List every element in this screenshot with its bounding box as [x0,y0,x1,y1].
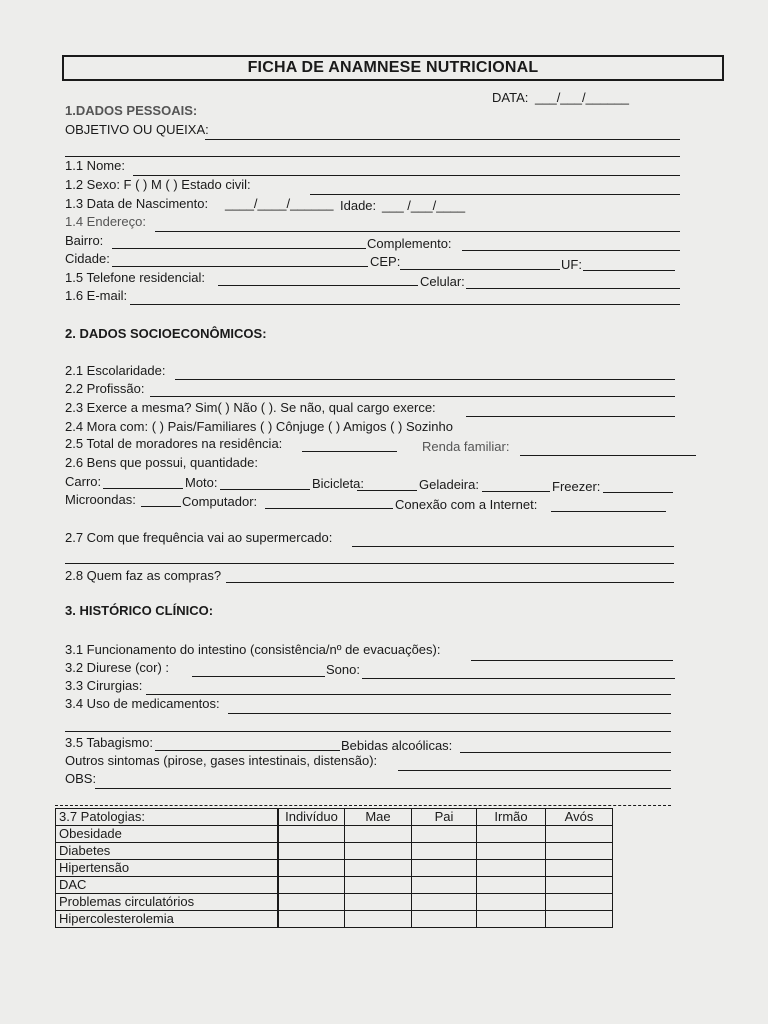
car-line[interactable] [103,488,183,489]
microwave-line[interactable] [141,506,181,507]
bowel-line[interactable] [471,660,673,661]
bowel-label: 3.1 Funcionamento do intestino (consistência/nº de evacuações): [65,642,441,657]
cell[interactable] [345,877,412,894]
moto-line[interactable] [220,489,310,490]
col-individual: Indivíduo [279,809,345,826]
medication-label: 3.4 Uso de medicamentos: [65,696,220,711]
phone-label: 1.5 Telefone residencial: [65,270,205,285]
cell[interactable] [279,860,345,877]
cell[interactable] [279,877,345,894]
profession-label: 2.2 Profissão: [65,381,145,396]
education-label: 2.1 Escolaridade: [65,363,166,378]
surgeries-line[interactable] [146,694,671,695]
smoking-label: 3.5 Tabagismo: [65,735,153,750]
cell[interactable] [412,877,477,894]
smoking-line[interactable] [155,750,340,751]
neighborhood-label: Bairro: [65,233,104,248]
email-label: 1.6 E-mail: [65,288,128,303]
cell[interactable] [546,826,613,843]
name-label: 1.1 Nome: [65,158,125,173]
lives-with-label: 2.4 Mora com: ( ) Pais/Familiares ( ) Cônjuge ( ) Amigos ( ) Sozinho [65,419,453,434]
row-hypertension: Hipertensão [56,860,278,877]
supermarket-line[interactable] [352,546,674,547]
cell[interactable] [477,826,546,843]
col-mother: Mae [345,809,412,826]
col-father: Pai [412,809,477,826]
cep-line[interactable] [400,269,560,270]
complement-label: Complemento: [367,236,452,251]
obs-label: OBS: [65,771,97,786]
phone-line[interactable] [218,285,418,286]
cell[interactable] [477,860,546,877]
cep-label: CEP: [370,254,401,269]
cell[interactable] [412,843,477,860]
education-line[interactable] [175,379,675,380]
form-title: FICHA DE ANAMNESE NUTRICIONAL [62,55,724,81]
col-grandparents: Avós [546,809,613,826]
supermarket-label: 2.7 Com que frequência vai ao supermercado: [65,530,333,545]
cell[interactable] [345,894,412,911]
cell[interactable] [345,911,412,928]
row-diabetes: Diabetes [56,843,278,860]
marital-line[interactable] [310,194,680,195]
shopping-line[interactable] [226,582,674,583]
date-field[interactable]: ___/___/______ [535,90,629,105]
sleep-label: Sono: [326,662,360,677]
table-header-row [56,809,613,826]
exercise-label: 2.3 Exerce a mesma? Sim( ) Não ( ). Se não, qual cargo exerce: [65,400,436,415]
objective-line[interactable] [205,139,680,140]
pathology-table [55,808,613,928]
cell[interactable] [546,843,613,860]
table-row [56,877,613,894]
section-clinical-heading: 3. HISTÓRICO CLÍNICO: [65,603,214,618]
internet-line[interactable] [551,511,666,512]
fridge-label: Geladeira: [419,477,479,492]
alcohol-label: Bebidas alcoólicas: [341,738,453,753]
diuresis-label: 3.2 Diurese (cor) : [65,660,170,675]
col-sibling: Irmão [477,809,546,826]
row-circulatory: Problemas circulatórios [56,894,278,911]
diuresis-line[interactable] [192,676,325,677]
city-line[interactable] [112,266,368,267]
microwave-label: Microondas: [65,492,136,507]
obs-line[interactable] [95,788,671,789]
section-personal-heading: 1.DADOS PESSOAIS: [65,103,198,118]
sex-label: 1.2 Sexo: F ( ) M ( ) Estado civil: [65,177,251,192]
table-row [56,843,613,860]
table-row [56,894,613,911]
birth-label: 1.3 Data de Nascimento: [65,196,209,211]
alcohol-line[interactable] [460,752,671,753]
car-label: Carro: [65,474,102,489]
name-line[interactable] [133,175,680,176]
birth-field[interactable]: ____/____/______ [225,196,334,211]
table-row [56,911,613,928]
complement-line[interactable] [462,250,680,251]
obs-line-2[interactable] [55,805,671,806]
neighborhood-line[interactable] [112,248,366,249]
mobile-label: Celular: [420,274,465,289]
cell[interactable] [477,911,546,928]
date-label: DATA: [492,90,529,105]
mobile-line[interactable] [466,288,680,289]
row-obesity: Obesidade [56,826,278,843]
cell[interactable] [546,877,613,894]
bike-line[interactable] [357,490,417,491]
income-label: Renda familiar: [422,439,510,454]
computer-line[interactable] [265,508,393,509]
cell[interactable] [477,843,546,860]
objective-label: OBJETIVO OU QUEIXA: [65,122,209,137]
cell[interactable] [477,877,546,894]
row-hypercholesterolemia: Hipercolesterolemia [56,911,278,928]
symptoms-label: Outros sintomas (pirose, gases intestinais, distensão): [65,753,378,768]
section-socioeconomic-heading: 2. DADOS SOCIOECONÔMICOS: [65,326,267,341]
objective-line-2[interactable] [65,156,680,157]
uf-label: UF: [561,257,582,272]
age-field[interactable]: ___ /___/____ [382,198,466,213]
city-label: Cidade: [65,251,110,266]
email-line[interactable] [130,304,680,305]
fridge-line[interactable] [482,491,550,492]
moto-label: Moto: [185,475,218,490]
residents-label: 2.5 Total de moradores na residência: [65,436,283,451]
cell[interactable] [412,860,477,877]
cell[interactable] [477,894,546,911]
cell[interactable] [546,911,613,928]
freezer-label: Freezer: [552,479,601,494]
symptoms-line[interactable] [398,770,671,771]
row-dac: DAC [56,877,278,894]
cell[interactable] [412,894,477,911]
internet-label: Conexão com a Internet: [395,497,538,512]
cell[interactable] [412,911,477,928]
medication-line-2[interactable] [65,731,671,732]
goods-label: 2.6 Bens que possui, quantidade: [65,455,258,470]
surgeries-label: 3.3 Cirurgias: [65,678,143,693]
exercise-line[interactable] [466,416,675,417]
cell[interactable] [345,860,412,877]
cell[interactable] [279,911,345,928]
cell[interactable] [546,894,613,911]
address-line[interactable] [155,231,680,232]
residents-line[interactable] [302,451,397,452]
income-line[interactable] [520,455,696,456]
cell[interactable] [546,860,613,877]
medication-line[interactable] [228,713,671,714]
profession-line[interactable] [150,396,675,397]
cell[interactable] [279,826,345,843]
cell[interactable] [279,894,345,911]
age-label: Idade: [340,198,377,213]
cell[interactable] [345,826,412,843]
address-label: 1.4 Endereço: [65,214,146,229]
shopping-label: 2.8 Quem faz as compras? [65,568,222,583]
cell[interactable] [412,826,477,843]
uf-line[interactable] [583,270,675,271]
table-row [56,826,613,843]
cell[interactable] [345,843,412,860]
supermarket-line-2[interactable] [65,563,674,564]
sleep-line[interactable] [362,678,675,679]
bike-label: Bicicleta: [312,476,365,491]
pathology-header: 3.7 Patologias: [56,809,278,826]
table-row [56,860,613,877]
computer-label: Computador: [182,494,258,509]
freezer-line[interactable] [603,492,673,493]
cell[interactable] [279,843,345,860]
